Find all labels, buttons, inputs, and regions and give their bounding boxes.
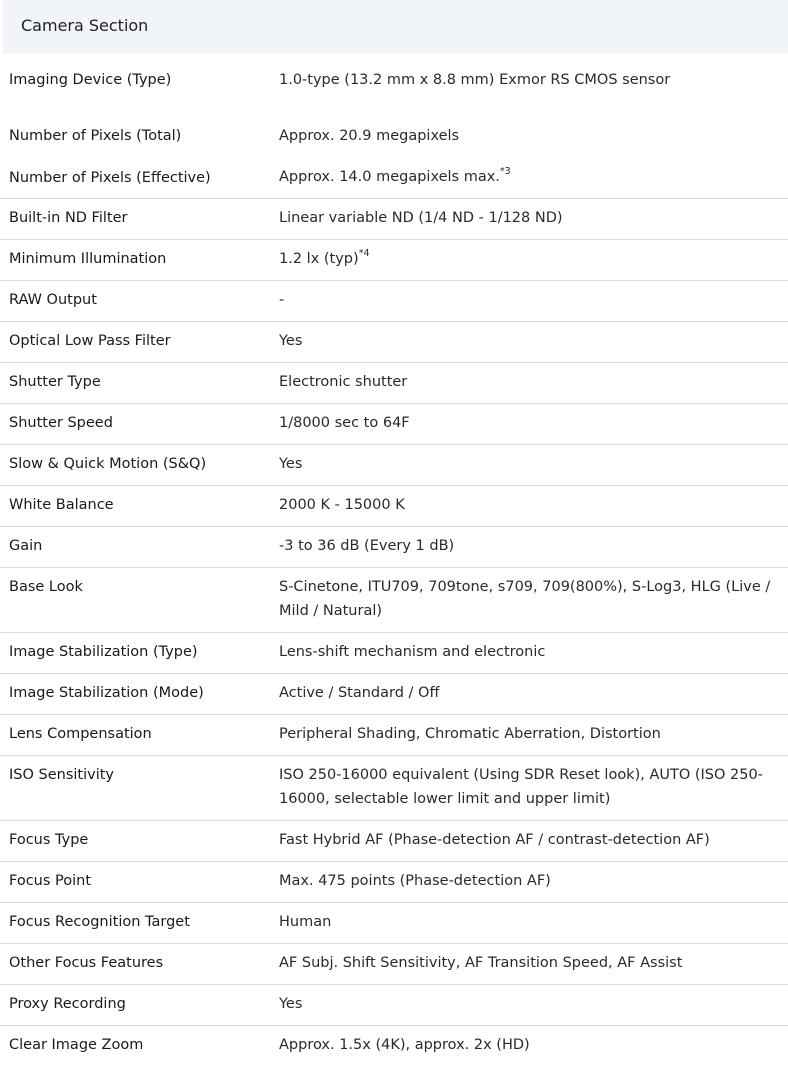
spec-value: Approx. 20.9 megapixels [279,128,460,144]
spec-value: 1.0-type (13.2 mm x 8.8 mm) Exmor RS CMOS sensor [279,72,671,88]
spec-row [0,903,788,944]
spec-value: Electronic shutter [279,374,408,390]
spec-label: RAW Output [9,292,97,308]
spec-row [0,404,788,445]
spec-value: Yes [279,333,303,349]
spec-label: Focus Type [9,832,89,848]
spec-label: Built-in ND Filter [9,210,128,226]
spec-value-text: 1.2 lx (typ) [279,251,359,267]
spec-row [0,715,788,756]
spec-value: -3 to 36 dB (Every 1 dB) [279,538,455,554]
spec-value: Linear variable ND (1/4 ND - 1/128 ND) [279,210,563,226]
spec-value: 1/8000 sec to 64F [279,415,410,431]
spec-row [0,862,788,903]
spec-label: Focus Recognition Target [9,914,190,930]
spec-value: AF Subj. Shift Sensitivity, AF Transition Speed, AF Assist [279,955,683,971]
spec-label: Gain [9,538,43,554]
spec-value: Yes [279,996,303,1012]
spec-label: Slow & Quick Motion (S&Q) [9,456,207,472]
spec-label: ISO Sensitivity [9,767,114,783]
spec-row [0,142,788,199]
spec-value: Max. 475 points (Phase-detection AF) [279,873,551,889]
spec-label: Image Stabilization (Type) [9,644,198,660]
spec-row [0,54,788,108]
spec-label: White Balance [9,497,114,513]
spec-label: Number of Pixels (Effective) [9,170,211,186]
spec-row [0,944,788,985]
spec-row [0,633,788,674]
spec-label: Lens Compensation [9,726,152,742]
spec-row [0,108,788,142]
spec-row [0,281,788,322]
spec-row [0,821,788,862]
spec-label: Minimum Illumination [9,251,167,267]
spec-value: Fast Hybrid AF (Phase-detection AF / contrast-detection AF) [279,832,710,848]
spec-value: Active / Standard / Off [279,685,440,701]
spec-row [0,322,788,363]
spec-value: Lens-shift mechanism and electronic [279,644,546,660]
spec-row [0,445,788,486]
spec-value: Peripheral Shading, Chromatic Aberration, Distortion [279,726,661,742]
spec-label: Other Focus Features [9,955,164,971]
spec-row [0,568,788,633]
spec-row [0,240,788,281]
spec-row [0,756,788,821]
spec-value: S-Cinetone, ITU709, 709tone, s709, 709(800%), S-Log3, HLG (Live / Mild / Natural) [279,579,771,619]
section-header [3,0,788,54]
spec-value: Human [279,914,332,930]
spec-label: Optical Low Pass Filter [9,333,171,349]
footnote-ref: *3 [499,166,511,178]
spec-row [0,199,788,240]
spec-value: 2000 K - 15000 K [279,497,405,513]
spec-value: Approx. 1.5x (4K), approx. 2x (HD) [279,1037,530,1053]
spec-label: Base Look [9,579,83,595]
spec-row [0,363,788,404]
spec-label: Number of Pixels (Total) [9,128,182,144]
spec-row [0,985,788,1026]
footnote-ref: *4 [358,248,370,260]
spec-value: - [279,292,285,308]
spec-value: ISO 250-16000 equivalent (Using SDR Reset look), AUTO (ISO 250-16000, selectable lower limit and upper limit) [279,767,763,807]
spec-value: Yes [279,456,303,472]
spec-value-text: Approx. 14.0 megapixels max. [279,169,500,185]
spec-value [279,165,784,189]
spec-label: Image Stabilization (Mode) [9,685,204,701]
spec-row [0,674,788,715]
section-title: Camera Section [21,16,149,35]
spec-row [0,1026,788,1067]
spec-label: Shutter Speed [9,415,113,431]
spec-label: Clear Image Zoom [9,1037,144,1053]
spec-label: Focus Point [9,873,92,889]
spec-value [279,247,784,271]
spec-row [0,527,788,568]
spec-label: Shutter Type [9,374,101,390]
spec-label: Proxy Recording [9,996,126,1012]
spec-row [0,486,788,527]
spec-label: Imaging Device (Type) [9,72,172,88]
